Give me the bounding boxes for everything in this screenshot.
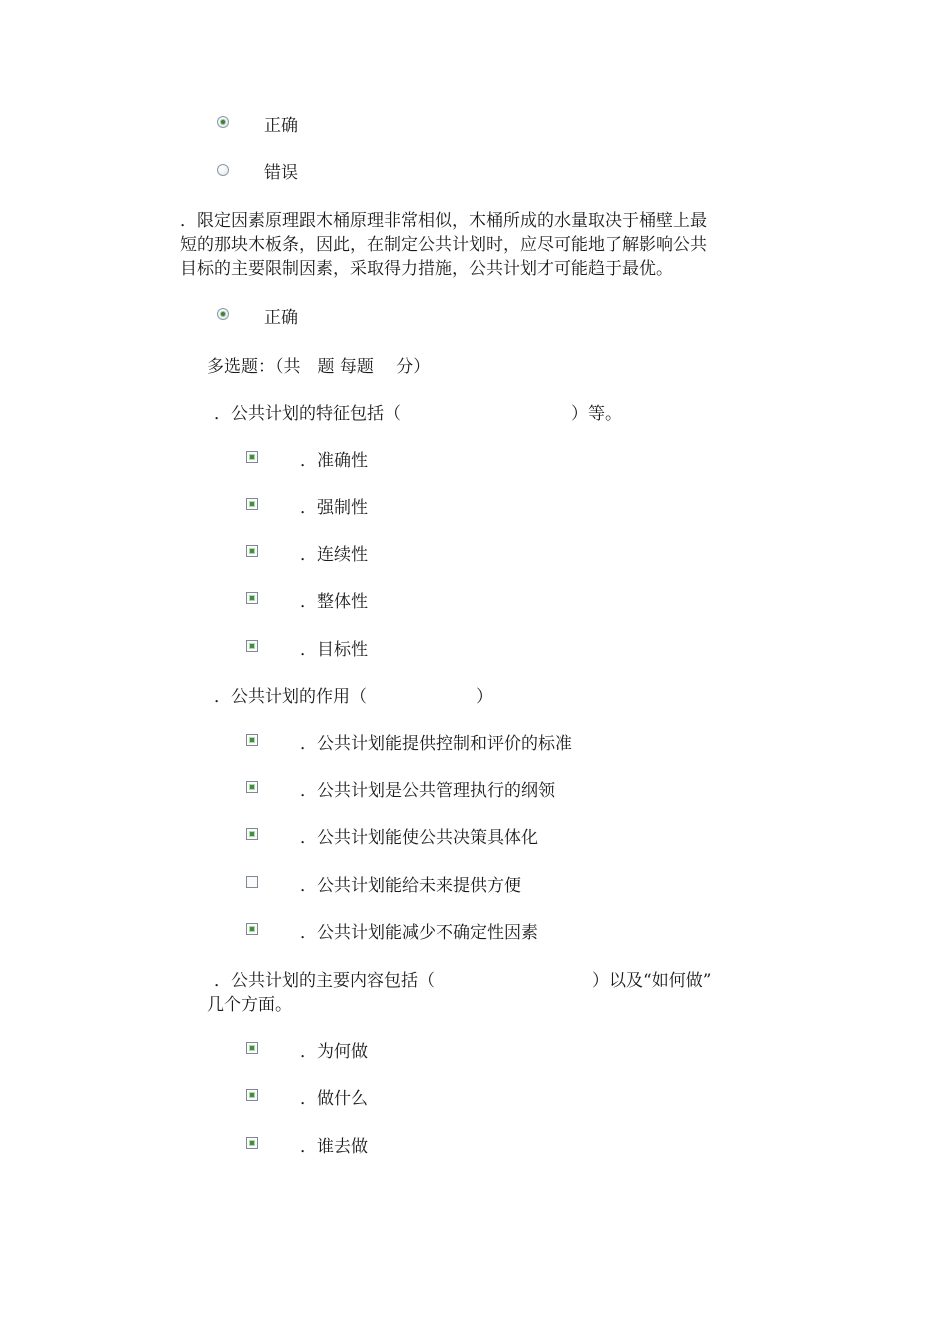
question-3-prefix: ．公共计划的主要内容包括（ [214, 971, 435, 991]
question-3-line2: 几个方面。 [207, 995, 292, 1015]
checkbox-q3-a[interactable] [246, 1042, 258, 1054]
option-correct-label: 正确 [264, 308, 298, 328]
question-tf-line1: ．限定因素原理跟木桶原理非常相似，木桶所成的水量取决于桶壁上最 [180, 211, 707, 231]
checkbox-q1-a[interactable] [246, 451, 258, 463]
option-q2-c: ．公共计划能使公共决策具体化 [300, 828, 538, 848]
question-tf-line3: 目标的主要限制因素，采取得力措施，公共计划才可能趋于最优。 [180, 259, 673, 279]
checkbox-q2-b[interactable] [246, 781, 258, 793]
option-wrong-label: 错误 [264, 163, 298, 183]
checkbox-q3-b[interactable] [246, 1089, 258, 1101]
section-title: 多选题：（共 题 每题 分） [207, 357, 431, 377]
option-q2-e: ．公共计划能减少不确定性因素 [300, 923, 538, 943]
option-q1-d: ．整体性 [300, 592, 368, 612]
question-tf-line2: 短的那块木板条，因此，在制定公共计划时，应尽可能地了解影响公共 [180, 235, 707, 255]
question-2-prefix: ．公共计划的作用（ [214, 687, 367, 707]
question-1-prefix: ．公共计划的特征包括（ [214, 404, 401, 424]
checkbox-q2-a[interactable] [246, 734, 258, 746]
question-1-suffix: ）等。 [571, 404, 622, 424]
option-correct-label: 正确 [264, 116, 298, 136]
option-q1-c: ．连续性 [300, 545, 368, 565]
option-q2-b: ．公共计划是公共管理执行的纲领 [300, 781, 555, 801]
radio-wrong-prev[interactable] [217, 164, 229, 176]
option-q1-e: ．目标性 [300, 640, 368, 660]
option-q2-d: ．公共计划能给未来提供方便 [300, 876, 521, 896]
option-q1-a: ．准确性 [300, 451, 368, 471]
option-q3-b: ．做什么 [300, 1089, 368, 1109]
checkbox-q2-c[interactable] [246, 828, 258, 840]
option-q3-a: ．为何做 [300, 1042, 368, 1062]
checkbox-q1-c[interactable] [246, 545, 258, 557]
option-q1-b: ．强制性 [300, 498, 368, 518]
radio-correct-prev[interactable] [217, 116, 229, 128]
question-2-suffix: ） [476, 687, 493, 707]
checkbox-q1-b[interactable] [246, 498, 258, 510]
checkbox-q1-d[interactable] [246, 592, 258, 604]
checkbox-q2-d[interactable] [246, 876, 258, 888]
option-q3-c: ．谁去做 [300, 1137, 368, 1157]
checkbox-q1-e[interactable] [246, 640, 258, 652]
checkbox-q2-e[interactable] [246, 923, 258, 935]
radio-correct-tf[interactable] [217, 308, 229, 320]
option-q2-a: ．公共计划能提供控制和评价的标准 [300, 734, 572, 754]
question-3-suffix: ）以及“如何做” [592, 971, 712, 991]
checkbox-q3-c[interactable] [246, 1137, 258, 1149]
